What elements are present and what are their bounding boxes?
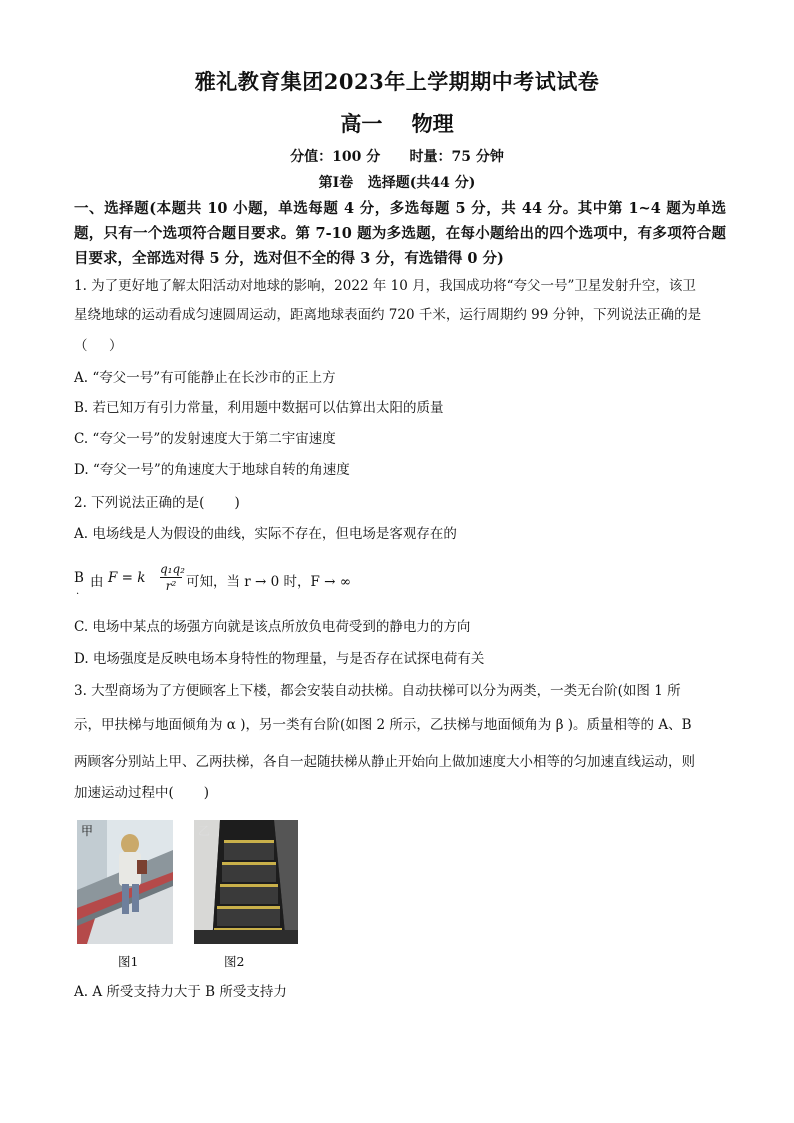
q1-stem-line2: 星绕地球的运动看成匀速圆周运动，距离地球表面约 720 千米，运行周期约 99 分钟，下列说法正确的是 <box>74 307 702 323</box>
fraction-numerator: q₁q₂ <box>160 562 185 576</box>
figure-2-caption: 图2 <box>224 954 245 969</box>
q3-stem-line4: 加速运动过程中( ) <box>74 785 210 801</box>
figure-1-label: 甲 <box>81 824 94 838</box>
q2-option-b-label: B <box>74 570 84 586</box>
q2-option-b-rest: 可知，当 r → 0 时，F → ∞ <box>186 574 352 590</box>
exam-title: 雅礼教育集团2023年上学期期中考试试卷 <box>194 69 600 94</box>
q2-stem: 2. 下列说法正确的是( ) <box>74 495 240 511</box>
q1-option-c: C. “夸父一号”的发射速度大于第二宇宙速度 <box>74 431 336 447</box>
figure-1-escalator-photo <box>77 820 173 944</box>
section-instructions: 一、选择题(本题共 10 小题，单选每题 4 分，多选每题 5 分，共 44 分。其中第 1~4 题为单选题，只有一个选项符合题目要求。第 7-10 题为多选题，在每小题给出的四个选项中，有多项符合题目要求，全部选对得 5 分，选对但不全的得 3 分，有选错得 0 分) <box>74 200 726 267</box>
q2-option-b <box>74 560 574 600</box>
exam-meta: 分值：100 分 时量：75 分钟 <box>290 149 504 165</box>
q2-option-b-formula: F = k <box>108 570 146 586</box>
q2-option-c: C. 电场中某点的场强方向就是该点所放负电荷受到的静电力的方向 <box>74 619 471 635</box>
q1-option-a: A. “夸父一号”有可能静止在长沙市的正上方 <box>74 370 336 386</box>
figure-2-label: 乙 <box>198 824 211 838</box>
q2-option-b-dot: . <box>76 586 80 597</box>
fraction-denominator: r² <box>165 579 177 593</box>
q2-option-b-fraction <box>160 562 185 593</box>
q1-stem-line1: 1. 为了更好地了解太阳活动对地球的影响，2022 年 10 月，我国成功将“夸父一号”卫星发射升空，该卫 <box>74 278 696 294</box>
q3-stem-line2: 示，甲扶梯与地面倾角为 α )，另一类有台阶(如图 2 所示，乙扶梯与地面倾角为 β )。质量相等的 A、B <box>74 717 692 733</box>
q2-option-a: A. 电场线是人为假设的曲线，实际不存在，但电场是客观存在的 <box>74 526 457 542</box>
q2-option-b-prefix: 由 <box>90 574 104 590</box>
exam-subject: 高一 物理 <box>340 111 454 136</box>
q1-option-b: B. 若已知万有引力常量，利用题中数据可以估算出太阳的质量 <box>74 400 444 416</box>
q3-option-a: A. A 所受支持力大于 B 所受支持力 <box>74 984 287 1000</box>
q3-stem-line1: 3. 大型商场为了方便顾客上下楼，都会安装自动扶梯。自动扶梯可以分为两类，一类无台阶(如图 1 所 <box>74 683 681 699</box>
q2-option-d: D. 电场强度是反映电场本身特性的物理量，与是否存在试探电荷有关 <box>74 651 485 667</box>
q1-stem-line3: （ ） <box>74 338 123 354</box>
q3-stem-line3: 两顾客分别站上甲、乙两扶梯，各自一起随扶梯从静止开始向上做加速度大小相等的匀加速直线运动，则 <box>74 754 695 770</box>
exam-part: 第Ⅰ卷 选择题(共44 分) <box>318 175 476 191</box>
q1-option-d: D. “夸父一号”的角速度大于地球自转的角速度 <box>74 462 350 478</box>
figure-1-caption: 图1 <box>118 954 139 969</box>
figure-2-escalator-photo <box>194 820 298 944</box>
